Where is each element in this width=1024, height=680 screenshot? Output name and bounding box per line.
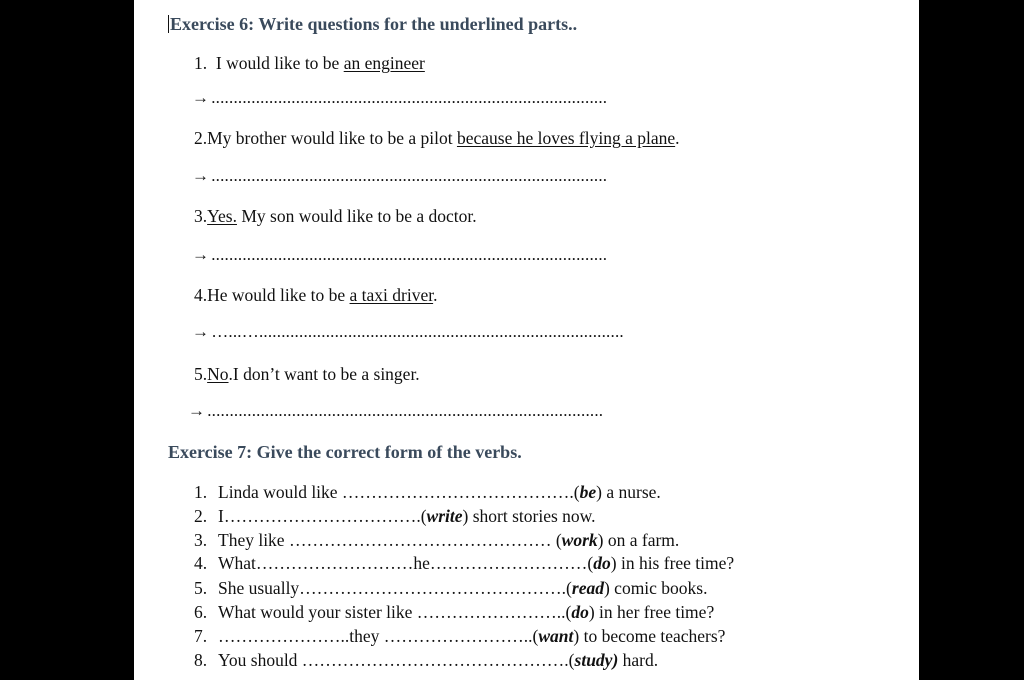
exercise-7-title: Exercise 7: Give the correct form of the verbs. — [168, 442, 522, 462]
ex6-question-1: 1. I would like to be an engineer — [194, 53, 425, 73]
ex6-question-2: 2.My brother would like to be a pilot because he loves flying a plane. — [194, 128, 680, 148]
ex7-item-8: 8. You should ……………………………………….(study) hard. — [194, 650, 659, 670]
ex7-item-7: 7. …………………..they ……………………..(want) to become teachers? — [194, 626, 726, 646]
arrow-icon: → — [192, 88, 210, 107]
ex7-item-5: 5. She usually……………………………………….(read) comic books. — [194, 578, 708, 598]
ex6-question-5: 5.No.I don’t want to be a singer. — [194, 364, 420, 384]
ex7-item-6: 6. What would your sister like ……………………..(do) in her free time? — [194, 602, 715, 622]
exercise-6-title: Exercise 6: Write questions for the underlined parts.. — [170, 14, 578, 34]
arrow-icon: → — [192, 245, 210, 264]
text-cursor — [168, 15, 169, 33]
ex6-answer-line-1[interactable]: → ......................................................................................... — [192, 88, 608, 107]
ex6-question-4: 4.He would like to be a taxi driver. — [194, 285, 438, 305]
ex6-answer-line-5[interactable]: → ......................................................................................... — [188, 401, 604, 420]
document-page — [134, 0, 919, 680]
ex7-item-2: 2. I…………………………….(write) short stories now. — [194, 506, 596, 526]
ex6-answer-line-2[interactable]: → ......................................................................................... — [192, 166, 608, 185]
arrow-icon: → — [192, 322, 210, 341]
ex7-item-3: 3. They like ……………………………………… (work) on a farm. — [194, 530, 680, 550]
arrow-icon: → — [188, 401, 206, 420]
ex7-item-1: 1. Linda would like ………………………………….(be) a nurse. — [194, 482, 661, 502]
ex6-question-3: 3.Yes. My son would like to be a doctor. — [194, 206, 477, 226]
ex6-answer-line-3[interactable]: → ......................................................................................... — [192, 245, 608, 264]
ex7-item-4: 4. What………………………he………………………(do) in his free time? — [194, 553, 735, 573]
arrow-icon: → — [192, 166, 210, 185]
ex6-answer-line-4[interactable]: → …...….................................................................................. — [192, 322, 624, 341]
